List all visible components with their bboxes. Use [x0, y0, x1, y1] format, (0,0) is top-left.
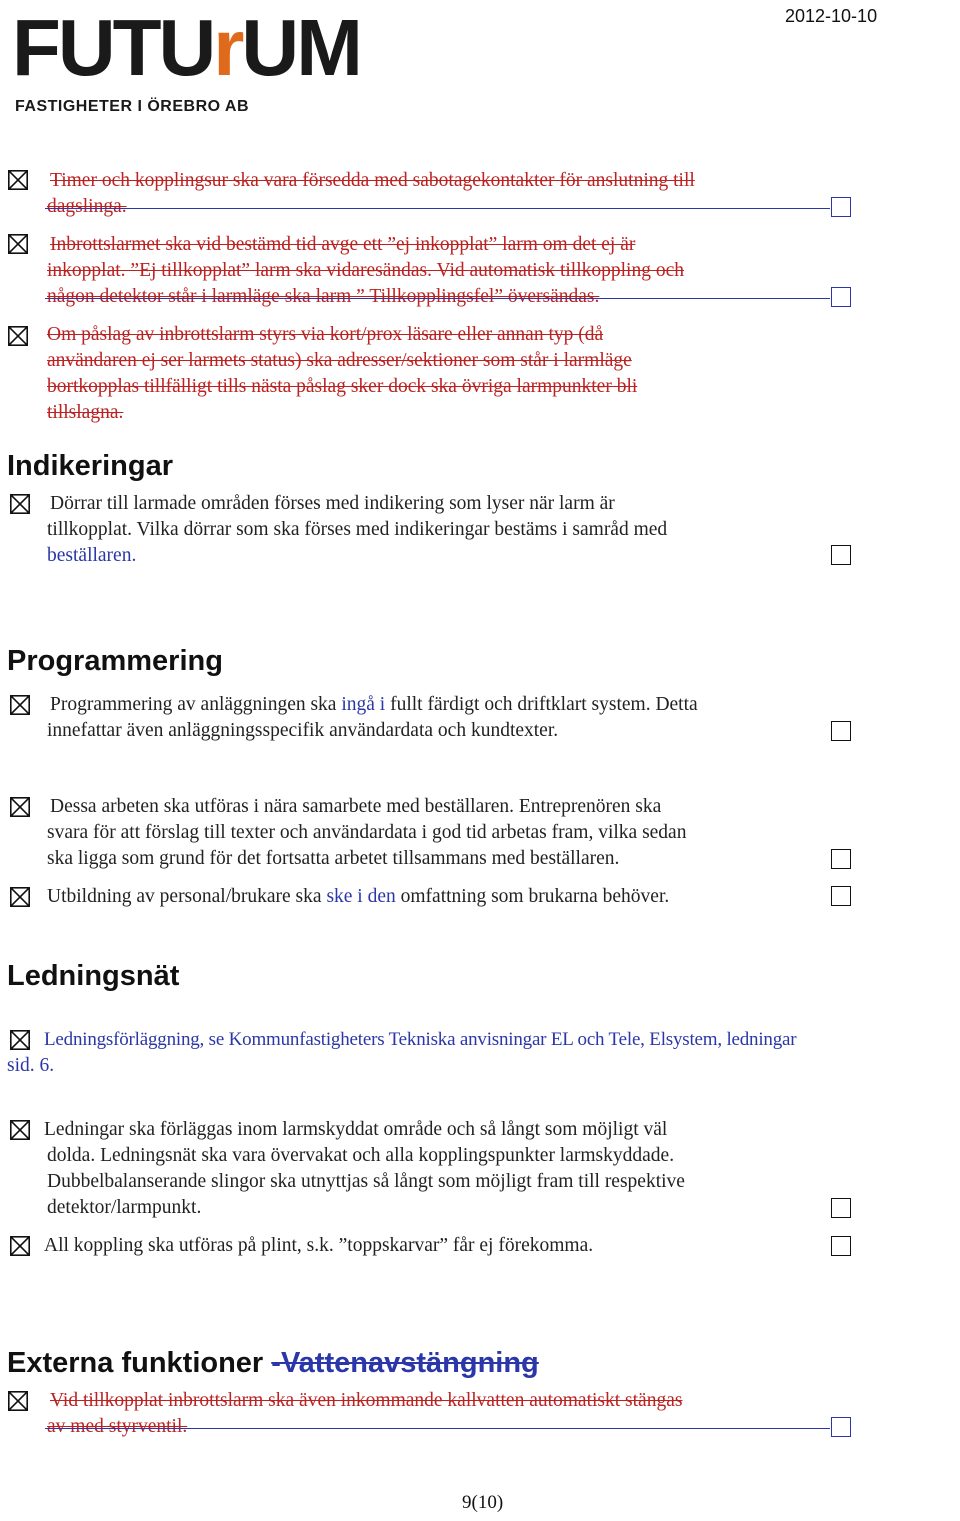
indikeringar-line-1: Dörrar till larmade områden förses med indikering som lyser när larm är: [50, 493, 615, 514]
revision-rule: [45, 1428, 830, 1429]
programmering-p2-line-3: ska ligga som grund för det fortsatta arbetet tillsammans med beställaren.: [47, 848, 620, 869]
programmering-p2-line-2: svara för att förslag till texter och användardata i god tid arbetas fram, vilka sedan: [47, 822, 687, 843]
checked-box-icon: [10, 695, 30, 715]
logo-text-a: FUTU: [12, 3, 214, 92]
checked-box-icon: [8, 1391, 28, 1411]
company-logo: [12, 2, 360, 122]
externa-line-1: Vid tillkopplat inbrottslarm ska även inkommande kallvatten automatiskt stängas: [50, 1390, 683, 1411]
paslag-line-2: användaren ej ser larmets status) ska adresser/sektioner som står i larmläge: [47, 350, 632, 371]
logo-subtitle: FASTIGHETER I ÖREBRO AB: [15, 98, 250, 115]
empty-checkbox[interactable]: [831, 849, 851, 869]
ledningsnat-p1-line-1: Ledningsförläggning, se Kommunfastigheters Tekniska anvisningar EL och Tele, Elsystem, ledningar: [44, 1029, 797, 1050]
revision-rule: [45, 208, 830, 209]
checked-box-icon: [10, 1120, 30, 1140]
inbrott-line-3: någon detektor står i larmläge ska larm ” Tillkopplingsfel” översändas.: [47, 286, 600, 307]
empty-checkbox[interactable]: [831, 1198, 851, 1218]
programmering-p1-line-2: innefattar även anläggningsspecifik användardata och kundtexter.: [47, 720, 559, 741]
checked-box-icon: [10, 1236, 30, 1256]
heading-programmering: Programmering: [7, 645, 223, 677]
ledningsnat-p2-line-3: Dubbelbalanserande slingor ska utnyttjas så långt som möjligt fram till respektive: [47, 1171, 685, 1192]
empty-checkbox[interactable]: [831, 1417, 851, 1437]
logo-text-b: UM: [241, 3, 360, 92]
programmering-p1-line-1: Programmering av anläggningen ska ingå i fullt färdigt och driftklart system. Detta: [50, 694, 698, 715]
checked-box-icon: [10, 797, 30, 817]
empty-checkbox[interactable]: [831, 721, 851, 741]
empty-checkbox[interactable]: [831, 886, 851, 906]
programmering-p3: Utbildning av personal/brukare ska ske i den omfattning som brukarna behöver.: [47, 886, 670, 907]
ledningsnat-p3: All koppling ska utföras på plint, s.k. ”toppskarvar” får ej förekomma.: [44, 1235, 594, 1256]
revision-rule: [45, 298, 830, 299]
heading-ledningsnat: Ledningsnät: [7, 960, 180, 992]
checked-box-icon: [8, 170, 28, 190]
indikeringar-line-3: beställaren.: [47, 545, 137, 566]
empty-checkbox[interactable]: [831, 287, 851, 307]
paslag-line-3: bortkopplas tillfälligt tills nästa påslag sker dock ska övriga larmpunkter bli: [47, 376, 638, 397]
ledningsnat-p2-line-4: detektor/larmpunkt.: [47, 1197, 202, 1218]
programmering-p2-line-1: Dessa arbeten ska utföras i nära samarbete med beställaren. Entreprenören ska: [50, 796, 662, 817]
checked-box-icon: [8, 326, 28, 346]
checked-box-icon: [10, 887, 30, 907]
checked-box-icon: [8, 234, 28, 254]
checked-box-icon: [10, 1030, 30, 1050]
timer-line-1: Timer och kopplingsur ska vara försedda med sabotagekontakter för anslutning till: [50, 170, 695, 191]
externa-line-2: av med styrventil.: [47, 1416, 188, 1437]
indikeringar-line-2: tillkopplat. Vilka dörrar som ska förses med indikeringar bestäms i samråd med: [47, 519, 668, 540]
logo-text-r: r: [213, 3, 242, 92]
heading-indikeringar: Indikeringar: [7, 450, 173, 482]
ledningsnat-p2-line-1: Ledningar ska förläggas inom larmskyddat område och så långt som möjligt väl: [44, 1119, 668, 1140]
timer-line-2: dagslinga.: [47, 196, 127, 217]
checked-box-icon: [10, 494, 30, 514]
empty-checkbox[interactable]: [831, 545, 851, 565]
empty-checkbox[interactable]: [831, 1236, 851, 1256]
document-date: 2012-10-10: [785, 6, 878, 26]
heading-externa-funktioner: Externa funktioner -Vattenavstängning: [7, 1347, 539, 1379]
empty-checkbox[interactable]: [831, 197, 851, 217]
paslag-line-1: Om påslag av inbrottslarm styrs via kort/prox läsare eller annan typ (då: [47, 324, 604, 345]
page-number: 9(10): [462, 1492, 504, 1513]
inbrott-line-2: inkopplat. ”Ej tillkopplat” larm ska vidaresändas. Vid automatisk tillkoppling och: [47, 260, 684, 281]
ledningsnat-p1-line-2: sid. 6.: [7, 1055, 55, 1076]
ledningsnat-p2-line-2: dolda. Ledningsnät ska vara övervakat och alla kopplingspunkter larmskyddade.: [47, 1145, 675, 1166]
paslag-line-4: tillslagna.: [47, 402, 124, 423]
inbrott-line-1: Inbrottslarmet ska vid bestämd tid avge ett ”ej inkopplat” larm om det ej är: [50, 234, 636, 255]
